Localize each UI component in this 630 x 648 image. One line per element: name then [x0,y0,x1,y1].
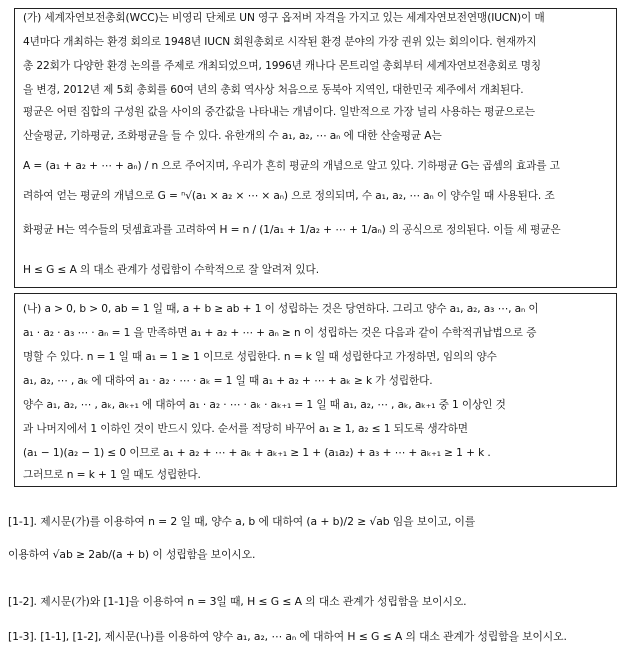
passage-ga-line: 산술평균, 기하평균, 조화평균을 들 수 있다. 유한개의 수 a₁, a₂, ⋯ aₙ 에 대한 산술평균 A는 [23,130,442,142]
passage-na-box [14,293,617,487]
passage-na-line: 양수 a₁, a₂, ⋯ , aₖ, aₖ₊₁ 에 대하여 a₁ · a₂ · ⋯ · aₖ · aₖ₊₁ = 1 일 때 a₁, a₂, ⋯ , aₖ, aₖ₊₁ 중 1 이상인 것 [23,399,506,411]
question-1-2: [1-2]. 제시문(가)와 [1-1]을 이용하여 n = 3일 때, H ≤ G ≤ A 의 대소 관계가 성립함을 보이시오. [8,595,467,608]
passage-na-line: 그러므로 n = k + 1 일 때도 성립한다. [23,469,201,481]
passage-na-line: 과 나머지에서 1 이하인 것이 반드시 있다. 순서를 적당히 바꾸어 a₁ ≥ 1, a₂ ≤ 1 되도록 생각하면 [23,423,468,435]
passage-ga-line: 총 22회가 다양한 환경 논의를 주제로 개최되었으며, 1996년 캐나다 몬트리얼 총회부터 세계자연보전총회로 명칭 [23,60,542,72]
passage-ga-line: 화평균 H는 역수들의 덧셈효과를 고려하여 H = n / (1/a₁ + 1/a₂ + ⋯ + 1/aₙ) 의 공식으로 정의된다. 이들 세 평균은 [23,224,561,236]
passage-na-line: 명할 수 있다. n = 1 일 때 a₁ = 1 ≥ 1 이므로 성립한다. n = k 일 때 성립한다고 가정하면, 임의의 양수 [23,351,497,363]
passage-ga-line: 려하여 얻는 평균의 개념으로 G = ⁿ√(a₁ × a₂ × ⋯ × aₙ) 으로 정의되며, 수 a₁, a₂, ⋯ aₙ 이 양수일 때 사용된다. 조 [23,190,555,202]
question-1-1: [1-1]. 제시문(가)를 이용하여 n = 2 일 때, 양수 a, b 에 대하여 (a + b)/2 ≥ √ab 임을 보이고, 이를 [8,515,476,528]
passage-ga-line: (가) 세계자연보전총회(WCC)는 비영리 단체로 UN 영구 옵저버 자격을 가지고 있는 세계자연보전연맹(IUCN)이 매 [23,12,545,24]
passage-ga-line: A = (a₁ + a₂ + ⋯ + aₙ) / n 으로 주어지며, 우리가 흔히 평균의 개념으로 알고 있다. 기하평균 G는 곱셈의 효과를 고 [23,160,560,172]
passage-ga-line: 평균은 어떤 집합의 구성원 값을 사이의 중간값을 나타내는 개념이다. 일반적으로 가장 널리 사용하는 평균으로는 [23,106,535,118]
passage-ga-line: 을 변경, 2012년 제 5회 총회를 60여 년의 총회 역사상 처음으로 동북아 지역인, 대한민국 제주에서 개최된다. [23,84,524,96]
passage-na-line: (나) a > 0, b > 0, ab = 1 일 때, a + b ≥ ab + 1 이 성립하는 것은 당연하다. 그리고 양수 a₁, a₂, a₃ ⋯, aₙ 이 [23,303,539,315]
passage-na-line: a₁ · a₂ · a₃ ⋯ · aₙ = 1 을 만족하면 a₁ + a₂ + ⋯ + aₙ ≥ n 이 성립하는 것은 다음과 같이 수학적귀납법으로 증 [23,327,537,339]
question-1-3: [1-3]. [1-1], [1-2], 제시문(나)를 이용하여 양수 a₁, a₂, ⋯ aₙ 에 대하여 H ≤ G ≤ A 의 대소 관계가 성립함을 보이시오. [8,630,567,643]
passage-ga-line: 4년마다 개최하는 환경 회의로 1948년 IUCN 회원총회로 시작된 환경 분야의 가장 권위 있는 회의이다. 현재까지 [23,36,537,48]
passage-ga-box [14,8,617,288]
question-1-1-cont: 이용하여 √ab ≥ 2ab/(a + b) 이 성립함을 보이시오. [8,548,256,561]
passage-ga-line: H ≤ G ≤ A 의 대소 관계가 성립함이 수학적으로 잘 알려져 있다. [23,264,319,276]
passage-na-line: a₁, a₂, ⋯ , aₖ 에 대하여 a₁ · a₂ · ⋯ · aₖ = 1 일 때 a₁ + a₂ + ⋯ + aₖ ≥ k 가 성립한다. [23,375,433,387]
passage-na-line: (a₁ − 1)(a₂ − 1) ≤ 0 이므로 a₁ + a₂ + ⋯ + aₖ + aₖ₊₁ ≥ 1 + (a₁a₂) + a₃ + ⋯ + aₖ₊₁ ≥ 1 + k . [23,447,491,459]
